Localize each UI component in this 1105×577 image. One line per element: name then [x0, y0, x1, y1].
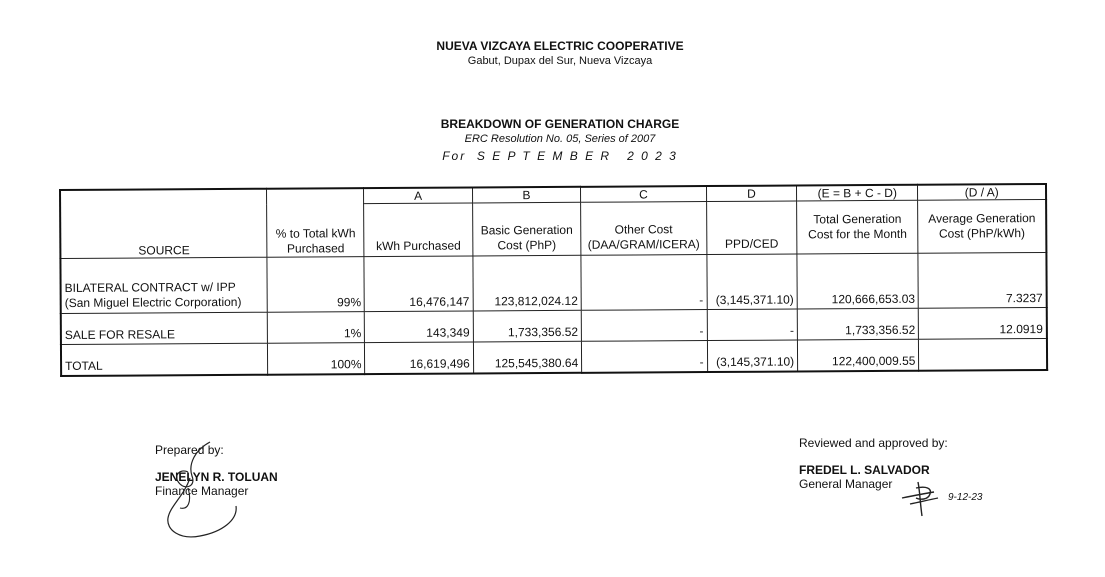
column-letter-c: C [581, 186, 707, 202]
cell-pct: 1% [268, 312, 365, 344]
column-letter-b: B [472, 187, 580, 203]
header-other-cost: Other Cost (DAA/GRAM/ICERA) [581, 202, 707, 256]
cell-other-cost: - [582, 341, 708, 373]
cell-source: TOTAL [61, 343, 268, 376]
cell-kwh: 16,619,496 [365, 342, 474, 374]
cell-other-cost: - [581, 310, 707, 342]
source-line2: (San Miguel Electric Corporation) [64, 294, 242, 310]
column-letter-f: (D / A) [918, 184, 1046, 200]
cell-source [60, 257, 267, 313]
cell-basic-cost: 125,545,380.64 [473, 341, 582, 373]
cell-ppd: - [707, 309, 798, 341]
approval-date: 9-12-23 [948, 492, 983, 503]
org-name: NUEVA VIZCAYA ELECTRIC COOPERATIVE [436, 39, 684, 53]
cell-ppd: (3,145,371.10) [707, 340, 798, 372]
document-subtitle: ERC Resolution No. 05, Series of 2007 [464, 133, 656, 145]
document-period: For S E P T E M B E R 2 0 2 3 [442, 149, 678, 163]
column-letter-d: D [706, 185, 797, 201]
cell-avg-cost: 12.0919 [919, 307, 1047, 339]
approved-by-name: FREDEL L. SALVADOR [799, 463, 930, 477]
cell-ppd: (3,145,371.10) [706, 254, 797, 310]
cell-other-cost: - [581, 255, 707, 311]
cell-total-cost: 120,666,653.03 [797, 253, 919, 309]
approved-by-title: General Manager [799, 477, 893, 491]
column-letter-a: A [364, 187, 472, 203]
header-basic-cost: Basic Generation Cost (PhP) [472, 202, 581, 256]
column-letter-e: (E = B + C - D) [797, 185, 918, 201]
cell-total-cost: 1,733,356.52 [797, 308, 918, 340]
cell-kwh: 16,476,147 [364, 256, 473, 312]
source-line1: BILATERAL CONTRACT w/ IPP [64, 279, 236, 295]
table-row-total [61, 338, 1047, 376]
cell-avg-cost: 7.3237 [918, 252, 1046, 308]
header-total-cost: Total Generation Cost for the Month [797, 200, 919, 254]
prepared-by-label: Prepared by: [155, 443, 224, 457]
cell-basic-cost: 123,812,024.12 [473, 255, 582, 311]
cell-pct: 99% [267, 257, 364, 313]
prepared-by-title: Finance Manager [155, 484, 249, 498]
header-ppd: PPD/CED [706, 201, 797, 255]
header-kwh: kWh Purchased [364, 203, 473, 257]
approved-by-label: Reviewed and approved by: [799, 436, 948, 450]
header-pct [267, 188, 365, 257]
cell-avg-cost [919, 338, 1047, 370]
prepared-signature-icon [150, 436, 260, 546]
prepared-by-name: JENELYN R. TOLUAN [155, 470, 278, 484]
header-pct-text: % to Total kWh Purchased [275, 226, 356, 256]
document-title: BREAKDOWN OF GENERATION CHARGE [440, 117, 680, 131]
org-address: Gabut, Dupax del Sur, Nueva Vizcaya [467, 55, 653, 67]
cell-source: SALE FOR RESALE [61, 312, 268, 344]
cell-pct: 100% [268, 343, 365, 375]
header-source: SOURCE [60, 189, 267, 259]
generation-charge-table [59, 183, 1048, 377]
table-row-ipp [60, 252, 1046, 313]
header-avg-cost: Average Generation Cost (PhP/kWh) [918, 199, 1046, 253]
cell-kwh: 143,349 [365, 311, 474, 343]
cell-basic-cost: 1,733,356.52 [473, 310, 582, 342]
cell-total-cost: 122,400,009.55 [798, 339, 919, 371]
